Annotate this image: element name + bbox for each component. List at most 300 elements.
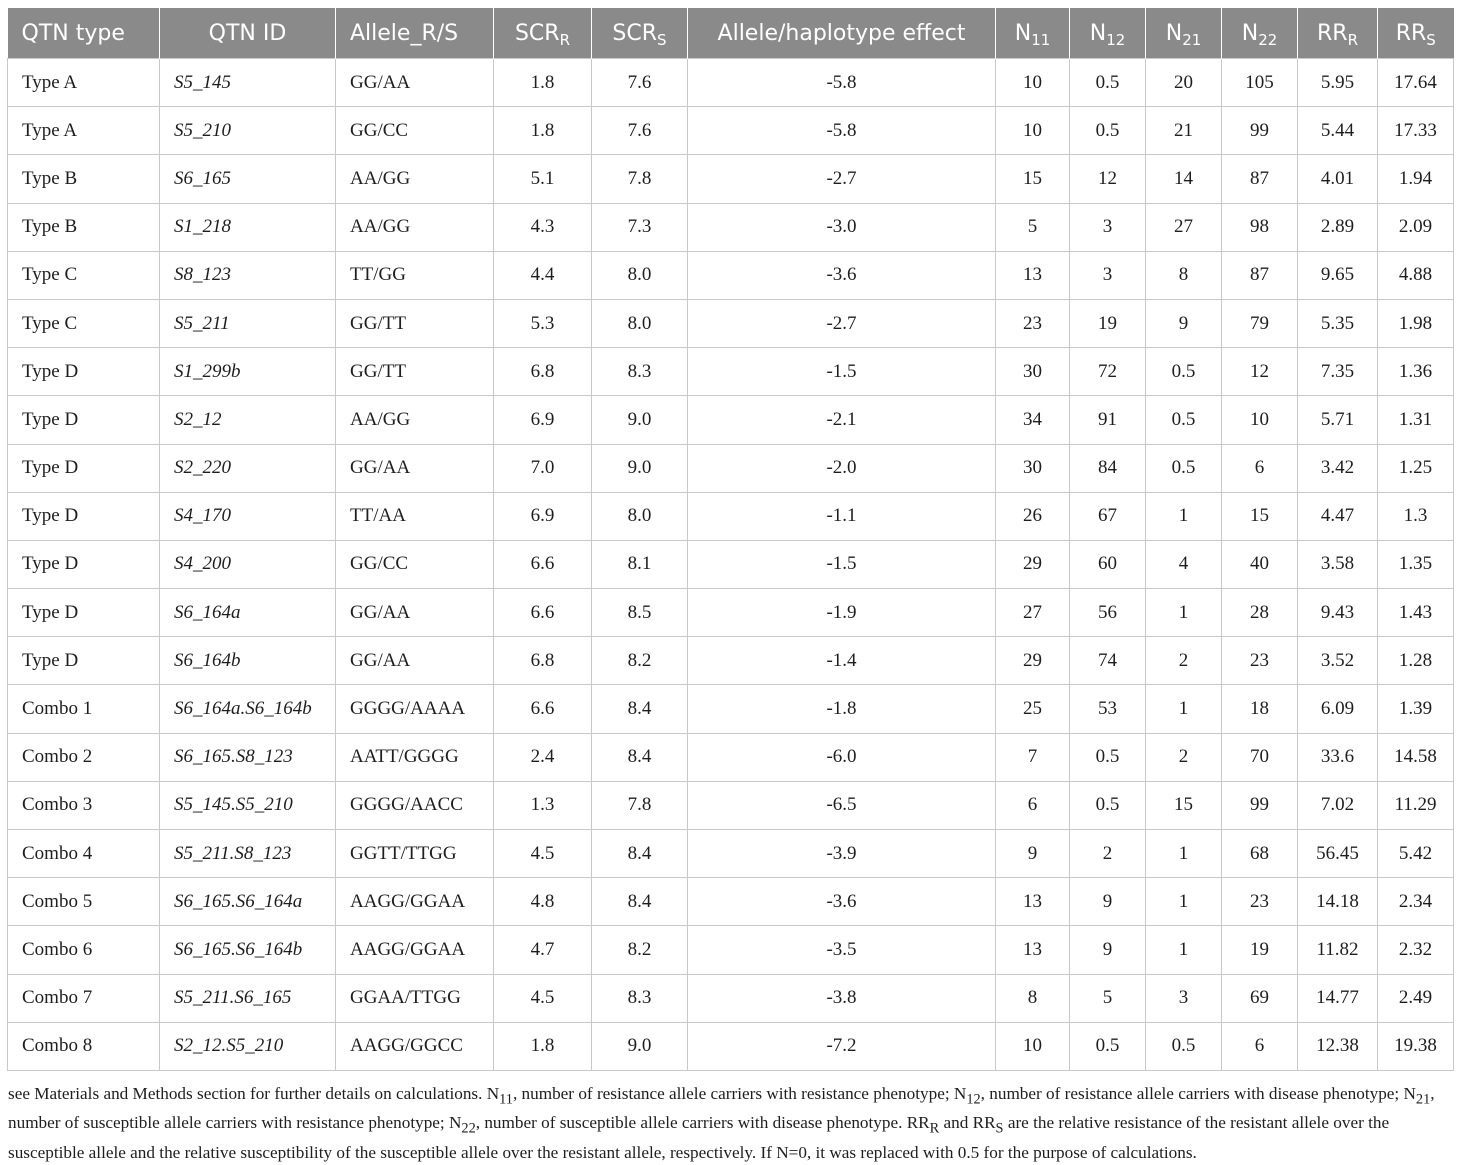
cell-n11: 10 [996, 1022, 1070, 1070]
cell-allele-effect: -1.8 [688, 685, 996, 733]
cell-n22: 69 [1222, 974, 1298, 1022]
cell-qtn-id: S5_145.S5_210 [160, 781, 336, 829]
cell-scr-s: 9.0 [592, 444, 688, 492]
cell-rr-r: 7.02 [1298, 781, 1378, 829]
cell-allele-rs: GGAA/TTGG [336, 974, 494, 1022]
cell-n12: 56 [1070, 589, 1146, 637]
cell-allele-rs: AATT/GGGG [336, 733, 494, 781]
cell-qtn-type: Type D [8, 540, 160, 588]
cell-n12: 74 [1070, 637, 1146, 685]
cell-scr-r: 6.6 [494, 685, 592, 733]
table-row [8, 926, 1454, 974]
footnote-subscript: 12 [966, 1091, 981, 1108]
cell-qtn-type: Combo 4 [8, 830, 160, 878]
cell-n22: 105 [1222, 59, 1298, 107]
cell-qtn-id: S6_165.S6_164b [160, 926, 336, 974]
cell-n11: 25 [996, 685, 1070, 733]
cell-n11: 10 [996, 107, 1070, 155]
cell-rr-r: 3.42 [1298, 444, 1378, 492]
cell-scr-s: 8.0 [592, 251, 688, 299]
cell-rr-s: 17.33 [1378, 107, 1454, 155]
cell-n12: 84 [1070, 444, 1146, 492]
cell-rr-s: 2.09 [1378, 203, 1454, 251]
cell-n21: 4 [1146, 540, 1222, 588]
cell-n21: 1 [1146, 685, 1222, 733]
cell-allele-effect: -1.5 [688, 540, 996, 588]
cell-scr-s: 8.0 [592, 299, 688, 347]
table-row [8, 155, 1454, 203]
cell-rr-r: 3.58 [1298, 540, 1378, 588]
cell-n21: 1 [1146, 926, 1222, 974]
cell-allele-effect: -1.9 [688, 589, 996, 637]
cell-n21: 1 [1146, 589, 1222, 637]
cell-qtn-id: S5_211 [160, 299, 336, 347]
cell-allele-effect: -2.0 [688, 444, 996, 492]
table-container [7, 8, 1453, 1071]
cell-allele-rs: GG/AA [336, 637, 494, 685]
cell-scr-r: 6.9 [494, 396, 592, 444]
cell-qtn-id: S4_170 [160, 492, 336, 540]
cell-n11: 7 [996, 733, 1070, 781]
cell-qtn-type: Combo 1 [8, 685, 160, 733]
table-footnote [8, 1082, 1454, 1165]
cell-qtn-id: S5_211.S8_123 [160, 830, 336, 878]
cell-n22: 98 [1222, 203, 1298, 251]
cell-scr-r: 4.5 [494, 830, 592, 878]
cell-allele-effect: -6.0 [688, 733, 996, 781]
cell-n12: 0.5 [1070, 59, 1146, 107]
cell-scr-s: 7.6 [592, 107, 688, 155]
cell-rr-s: 14.58 [1378, 733, 1454, 781]
cell-n11: 8 [996, 974, 1070, 1022]
header-allele-effect: Allele/haplotype effect [688, 8, 996, 59]
table-row [8, 589, 1454, 637]
cell-scr-r: 5.3 [494, 299, 592, 347]
cell-allele-rs: AAGG/GGAA [336, 926, 494, 974]
cell-n22: 79 [1222, 299, 1298, 347]
cell-n11: 9 [996, 830, 1070, 878]
cell-allele-rs: GG/TT [336, 299, 494, 347]
cell-n12: 0.5 [1070, 781, 1146, 829]
footnote-subscript: 22 [461, 1120, 476, 1137]
cell-allele-rs: GG/TT [336, 348, 494, 396]
cell-rr-s: 2.32 [1378, 926, 1454, 974]
cell-n12: 9 [1070, 926, 1146, 974]
cell-n22: 70 [1222, 733, 1298, 781]
cell-scr-s: 7.3 [592, 203, 688, 251]
cell-n11: 26 [996, 492, 1070, 540]
cell-scr-r: 2.4 [494, 733, 592, 781]
cell-scr-r: 6.6 [494, 589, 592, 637]
table-row [8, 396, 1454, 444]
cell-scr-r: 7.0 [494, 444, 592, 492]
cell-qtn-type: Type D [8, 396, 160, 444]
cell-scr-r: 4.8 [494, 878, 592, 926]
footnote-text: , number of susceptible allele carriers with disease phenotype. RR [475, 1113, 930, 1133]
cell-n12: 5 [1070, 974, 1146, 1022]
cell-n12: 3 [1070, 251, 1146, 299]
cell-n21: 2 [1146, 637, 1222, 685]
cell-n21: 0.5 [1146, 1022, 1222, 1070]
cell-n12: 72 [1070, 348, 1146, 396]
header-qtn-id: QTN ID [160, 8, 336, 59]
cell-rr-s: 1.28 [1378, 637, 1454, 685]
cell-qtn-type: Type D [8, 492, 160, 540]
footnote-text: are the relative resistance of the resistant allele over the susceptible allele and the relative susceptibility of the susceptible allele over the resistant allele, respectively. If N=0, it was replaced with 0.5 for the purpose of calculations. [8, 1113, 1390, 1162]
cell-rr-r: 12.38 [1298, 1022, 1378, 1070]
cell-scr-s: 9.0 [592, 1022, 688, 1070]
cell-qtn-id: S6_164a [160, 589, 336, 637]
cell-scr-r: 1.8 [494, 107, 592, 155]
cell-scr-s: 8.3 [592, 348, 688, 396]
header-qtn-type: QTN type [8, 8, 160, 59]
cell-allele-rs: AA/GG [336, 203, 494, 251]
cell-qtn-id: S6_165.S6_164a [160, 878, 336, 926]
cell-rr-s: 19.38 [1378, 1022, 1454, 1070]
header-scr-r: $SCR_R$ [494, 8, 592, 59]
cell-rr-s: 4.88 [1378, 251, 1454, 299]
cell-rr-s: 2.34 [1378, 878, 1454, 926]
cell-allele-effect: -3.8 [688, 974, 996, 1022]
table-row [8, 540, 1454, 588]
cell-qtn-id: S1_218 [160, 203, 336, 251]
cell-n22: 12 [1222, 348, 1298, 396]
cell-qtn-type: Type D [8, 589, 160, 637]
cell-qtn-id: S5_210 [160, 107, 336, 155]
cell-allele-effect: -2.7 [688, 299, 996, 347]
cell-qtn-type: Combo 8 [8, 1022, 160, 1070]
cell-allele-effect: -5.8 [688, 107, 996, 155]
cell-scr-r: 6.8 [494, 348, 592, 396]
cell-allele-effect: -3.9 [688, 830, 996, 878]
header-allele-rs: Allele_R/S [336, 8, 494, 59]
cell-qtn-type: Combo 7 [8, 974, 160, 1022]
cell-n21: 3 [1146, 974, 1222, 1022]
table-row [8, 59, 1454, 107]
cell-allele-effect: -2.1 [688, 396, 996, 444]
cell-allele-rs: AA/GG [336, 155, 494, 203]
table-row [8, 974, 1454, 1022]
cell-allele-rs: AAGG/GGAA [336, 878, 494, 926]
header-n11: $N_{11}$ [996, 8, 1070, 59]
cell-allele-effect: -5.8 [688, 59, 996, 107]
table-row [8, 1022, 1454, 1070]
header-row [8, 8, 1454, 59]
footnote-subscript: 21 [1415, 1091, 1431, 1108]
cell-scr-s: 8.2 [592, 637, 688, 685]
cell-n12: 3 [1070, 203, 1146, 251]
cell-n12: 67 [1070, 492, 1146, 540]
cell-n11: 6 [996, 781, 1070, 829]
cell-n12: 60 [1070, 540, 1146, 588]
cell-n11: 29 [996, 637, 1070, 685]
cell-rr-s: 1.36 [1378, 348, 1454, 396]
cell-qtn-id: S2_12 [160, 396, 336, 444]
cell-rr-s: 1.31 [1378, 396, 1454, 444]
cell-scr-r: 1.8 [494, 1022, 592, 1070]
table-row [8, 878, 1454, 926]
qtn-table [7, 8, 1454, 1071]
cell-rr-r: 9.65 [1298, 251, 1378, 299]
cell-rr-r: 9.43 [1298, 589, 1378, 637]
header-n12: $N_{12}$ [1070, 8, 1146, 59]
cell-allele-rs: TT/AA [336, 492, 494, 540]
cell-scr-s: 8.4 [592, 733, 688, 781]
table-row [8, 107, 1454, 155]
cell-scr-r: 6.9 [494, 492, 592, 540]
table-row [8, 733, 1454, 781]
footnote-subscript: 11 [499, 1091, 513, 1108]
cell-rr-s: 2.49 [1378, 974, 1454, 1022]
cell-n11: 15 [996, 155, 1070, 203]
footnote-subscript: R [929, 1120, 940, 1137]
cell-qtn-id: S6_165 [160, 155, 336, 203]
cell-rr-r: 56.45 [1298, 830, 1378, 878]
cell-rr-r: 4.47 [1298, 492, 1378, 540]
cell-n22: 23 [1222, 878, 1298, 926]
cell-scr-s: 8.1 [592, 540, 688, 588]
table-row [8, 492, 1454, 540]
cell-n12: 2 [1070, 830, 1146, 878]
cell-qtn-id: S6_165.S8_123 [160, 733, 336, 781]
cell-rr-r: 2.89 [1298, 203, 1378, 251]
cell-rr-s: 1.94 [1378, 155, 1454, 203]
table-row [8, 251, 1454, 299]
cell-n21: 0.5 [1146, 396, 1222, 444]
cell-allele-rs: TT/GG [336, 251, 494, 299]
cell-allele-effect: -6.5 [688, 781, 996, 829]
cell-rr-r: 14.77 [1298, 974, 1378, 1022]
cell-qtn-type: Type B [8, 155, 160, 203]
cell-n11: 29 [996, 540, 1070, 588]
footnote-text: and RR [939, 1113, 996, 1133]
cell-n11: 34 [996, 396, 1070, 444]
cell-n22: 23 [1222, 637, 1298, 685]
cell-allele-effect: -3.5 [688, 926, 996, 974]
cell-qtn-type: Type A [8, 59, 160, 107]
cell-n11: 30 [996, 444, 1070, 492]
table-row [8, 299, 1454, 347]
cell-qtn-type: Combo 5 [8, 878, 160, 926]
cell-scr-s: 7.8 [592, 781, 688, 829]
cell-allele-effect: -3.6 [688, 251, 996, 299]
cell-rr-s: 1.98 [1378, 299, 1454, 347]
cell-allele-rs: AA/GG [336, 396, 494, 444]
cell-rr-r: 5.95 [1298, 59, 1378, 107]
table-body [8, 59, 1454, 1071]
cell-n11: 13 [996, 926, 1070, 974]
cell-n21: 21 [1146, 107, 1222, 155]
cell-rr-s: 1.3 [1378, 492, 1454, 540]
cell-scr-s: 8.5 [592, 589, 688, 637]
cell-n22: 18 [1222, 685, 1298, 733]
table-row [8, 830, 1454, 878]
cell-n22: 15 [1222, 492, 1298, 540]
cell-n22: 99 [1222, 107, 1298, 155]
cell-n21: 20 [1146, 59, 1222, 107]
cell-scr-s: 8.4 [592, 830, 688, 878]
cell-rr-r: 7.35 [1298, 348, 1378, 396]
cell-allele-effect: -1.5 [688, 348, 996, 396]
table-row [8, 444, 1454, 492]
cell-n21: 2 [1146, 733, 1222, 781]
cell-n11: 27 [996, 589, 1070, 637]
cell-n21: 1 [1146, 830, 1222, 878]
cell-rr-r: 33.6 [1298, 733, 1378, 781]
cell-allele-rs: GGGG/AACC [336, 781, 494, 829]
cell-rr-s: 1.35 [1378, 540, 1454, 588]
cell-qtn-id: S1_299b [160, 348, 336, 396]
cell-qtn-id: S4_200 [160, 540, 336, 588]
cell-n12: 19 [1070, 299, 1146, 347]
cell-n22: 87 [1222, 251, 1298, 299]
cell-allele-rs: GG/AA [336, 59, 494, 107]
cell-qtn-id: S5_145 [160, 59, 336, 107]
cell-n21: 1 [1146, 878, 1222, 926]
cell-n22: 6 [1222, 444, 1298, 492]
cell-n12: 91 [1070, 396, 1146, 444]
header-n21: $N_{21}$ [1146, 8, 1222, 59]
cell-scr-s: 9.0 [592, 396, 688, 444]
cell-scr-s: 7.6 [592, 59, 688, 107]
footnote-subscript: S [995, 1120, 1004, 1137]
cell-allele-rs: GG/AA [336, 444, 494, 492]
cell-scr-r: 4.3 [494, 203, 592, 251]
header-rr-r: $RR_R$ [1298, 8, 1378, 59]
cell-scr-r: 6.6 [494, 540, 592, 588]
cell-qtn-id: S5_211.S6_165 [160, 974, 336, 1022]
header-rr-s: $RR_S$ [1378, 8, 1454, 59]
cell-n11: 13 [996, 251, 1070, 299]
footnote-text: , number of susceptible allele carriers with resistance phenotype; N [8, 1084, 1435, 1133]
cell-allele-effect: -1.4 [688, 637, 996, 685]
cell-n12: 0.5 [1070, 107, 1146, 155]
cell-scr-s: 8.4 [592, 685, 688, 733]
cell-n21: 0.5 [1146, 444, 1222, 492]
cell-n22: 10 [1222, 396, 1298, 444]
table-row [8, 637, 1454, 685]
cell-scr-s: 8.0 [592, 492, 688, 540]
cell-n11: 5 [996, 203, 1070, 251]
cell-scr-r: 4.4 [494, 251, 592, 299]
cell-n21: 8 [1146, 251, 1222, 299]
cell-n12: 9 [1070, 878, 1146, 926]
header-scr-s: $SCR_S$ [592, 8, 688, 59]
table-row [8, 348, 1454, 396]
cell-rr-r: 6.09 [1298, 685, 1378, 733]
cell-n11: 30 [996, 348, 1070, 396]
cell-n22: 68 [1222, 830, 1298, 878]
cell-rr-s: 5.42 [1378, 830, 1454, 878]
cell-scr-s: 8.2 [592, 926, 688, 974]
cell-rr-r: 3.52 [1298, 637, 1378, 685]
cell-qtn-type: Combo 2 [8, 733, 160, 781]
cell-allele-effect: -3.0 [688, 203, 996, 251]
cell-n12: 0.5 [1070, 1022, 1146, 1070]
footnote-text: , number of resistance allele carriers with disease phenotype; N [980, 1084, 1416, 1103]
cell-rr-r: 4.01 [1298, 155, 1378, 203]
cell-allele-rs: AAGG/GGCC [336, 1022, 494, 1070]
cell-allele-rs: GGGG/AAAA [336, 685, 494, 733]
cell-scr-r: 6.8 [494, 637, 592, 685]
cell-allele-effect: -2.7 [688, 155, 996, 203]
cell-scr-r: 4.5 [494, 974, 592, 1022]
cell-n21: 27 [1146, 203, 1222, 251]
cell-rr-r: 5.44 [1298, 107, 1378, 155]
table-row [8, 781, 1454, 829]
cell-allele-effect: -3.6 [688, 878, 996, 926]
cell-rr-s: 1.43 [1378, 589, 1454, 637]
cell-rr-r: 11.82 [1298, 926, 1378, 974]
cell-n22: 19 [1222, 926, 1298, 974]
cell-n21: 1 [1146, 492, 1222, 540]
cell-qtn-id: S8_123 [160, 251, 336, 299]
cell-allele-rs: GG/AA [336, 589, 494, 637]
cell-n21: 0.5 [1146, 348, 1222, 396]
cell-scr-s: 7.8 [592, 155, 688, 203]
cell-n22: 40 [1222, 540, 1298, 588]
table-row [8, 203, 1454, 251]
cell-n22: 99 [1222, 781, 1298, 829]
cell-rr-s: 1.25 [1378, 444, 1454, 492]
cell-n12: 53 [1070, 685, 1146, 733]
cell-scr-s: 8.3 [592, 974, 688, 1022]
footnote-text: see Materials and Methods section for further details on calculations. N [8, 1084, 500, 1103]
cell-allele-rs: GG/CC [336, 540, 494, 588]
cell-qtn-type: Type A [8, 107, 160, 155]
cell-rr-s: 11.29 [1378, 781, 1454, 829]
cell-rr-r: 5.35 [1298, 299, 1378, 347]
cell-allele-rs: GG/CC [336, 107, 494, 155]
cell-n11: 13 [996, 878, 1070, 926]
cell-qtn-type: Type B [8, 203, 160, 251]
cell-scr-r: 5.1 [494, 155, 592, 203]
header-n22: $N_{22}$ [1222, 8, 1298, 59]
cell-qtn-type: Type D [8, 444, 160, 492]
cell-qtn-type: Combo 3 [8, 781, 160, 829]
footnote-text: , number of resistance allele carriers with resistance phenotype; N [512, 1084, 967, 1103]
cell-qtn-type: Type C [8, 299, 160, 347]
cell-rr-r: 5.71 [1298, 396, 1378, 444]
cell-allele-effect: -7.2 [688, 1022, 996, 1070]
cell-n21: 14 [1146, 155, 1222, 203]
cell-n21: 15 [1146, 781, 1222, 829]
cell-qtn-type: Type C [8, 251, 160, 299]
cell-qtn-type: Combo 6 [8, 926, 160, 974]
cell-scr-r: 4.7 [494, 926, 592, 974]
cell-n22: 28 [1222, 589, 1298, 637]
cell-n12: 0.5 [1070, 733, 1146, 781]
cell-rr-r: 14.18 [1298, 878, 1378, 926]
cell-qtn-id: S2_220 [160, 444, 336, 492]
cell-qtn-type: Type D [8, 637, 160, 685]
cell-n22: 87 [1222, 155, 1298, 203]
cell-n22: 6 [1222, 1022, 1298, 1070]
table-row [8, 685, 1454, 733]
cell-qtn-id: S2_12.S5_210 [160, 1022, 336, 1070]
cell-scr-r: 1.3 [494, 781, 592, 829]
cell-n11: 10 [996, 59, 1070, 107]
cell-rr-s: 17.64 [1378, 59, 1454, 107]
cell-scr-s: 8.4 [592, 878, 688, 926]
cell-qtn-id: S6_164a.S6_164b [160, 685, 336, 733]
cell-n11: 23 [996, 299, 1070, 347]
cell-allele-rs: GGTT/TTGG [336, 830, 494, 878]
cell-n21: 9 [1146, 299, 1222, 347]
cell-rr-s: 1.39 [1378, 685, 1454, 733]
cell-qtn-id: S6_164b [160, 637, 336, 685]
cell-qtn-type: Type D [8, 348, 160, 396]
